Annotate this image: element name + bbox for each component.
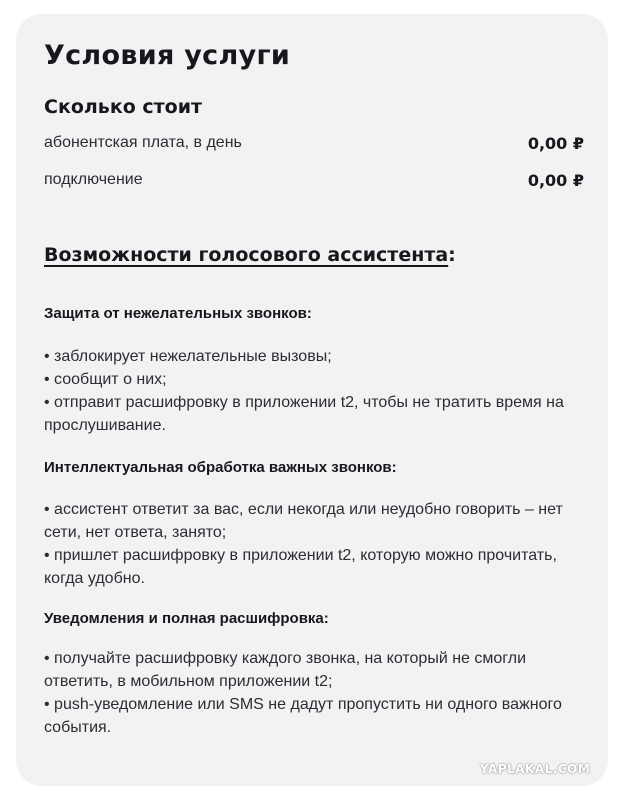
price-value: 0,00 ₽	[527, 170, 584, 190]
section-heading-spam-protection: Защита от нежелательных звонков:	[44, 305, 312, 322]
cost-section-title: Сколько стоит	[44, 96, 203, 118]
watermark: YAPLAKAL.COM	[480, 762, 591, 776]
section-heading-smart-handling: Интеллектуальная обработка важных звонков:	[44, 459, 397, 476]
bullet-list-smart-handling	[44, 498, 594, 590]
price-label: подключение	[44, 171, 143, 188]
list-item: • получайте расшифровку каждого звонка, на который не смогли ответить, в мобильном приложении t2;	[44, 650, 527, 690]
bullet-list-spam-protection	[44, 345, 594, 437]
section-heading-notifications: Уведомления и полная расшифровка:	[44, 610, 329, 627]
price-row-daily-fee	[44, 131, 584, 155]
bullet-list-notifications	[44, 647, 594, 739]
features-title	[44, 244, 456, 266]
list-item: • push-уведомление или SMS не дадут пропустить ни одного важного события.	[44, 696, 562, 736]
features-title-text: Возможности голосового ассистента	[44, 244, 449, 266]
list-item: • сообщит о них;	[44, 371, 167, 388]
features-title-colon: :	[448, 244, 456, 266]
list-item: • заблокирует нежелательные вызовы;	[44, 348, 332, 365]
list-item: • пришлет расшифровку в приложении t2, которую можно прочитать, когда удобно.	[44, 547, 557, 587]
price-label: абонентская плата, в день	[44, 134, 242, 151]
price-row-connection	[44, 168, 584, 192]
list-item: • отправит расшифровку в приложении t2, чтобы не тратить время на прослушивание.	[44, 394, 564, 434]
page-title: Условия услуги	[44, 40, 291, 71]
list-item: • ассистент ответит за вас, если некогда или неудобно говорить – нет сети, нет ответа, занято;	[44, 501, 563, 541]
price-value: 0,00 ₽	[527, 133, 584, 153]
service-conditions-card	[16, 14, 608, 786]
